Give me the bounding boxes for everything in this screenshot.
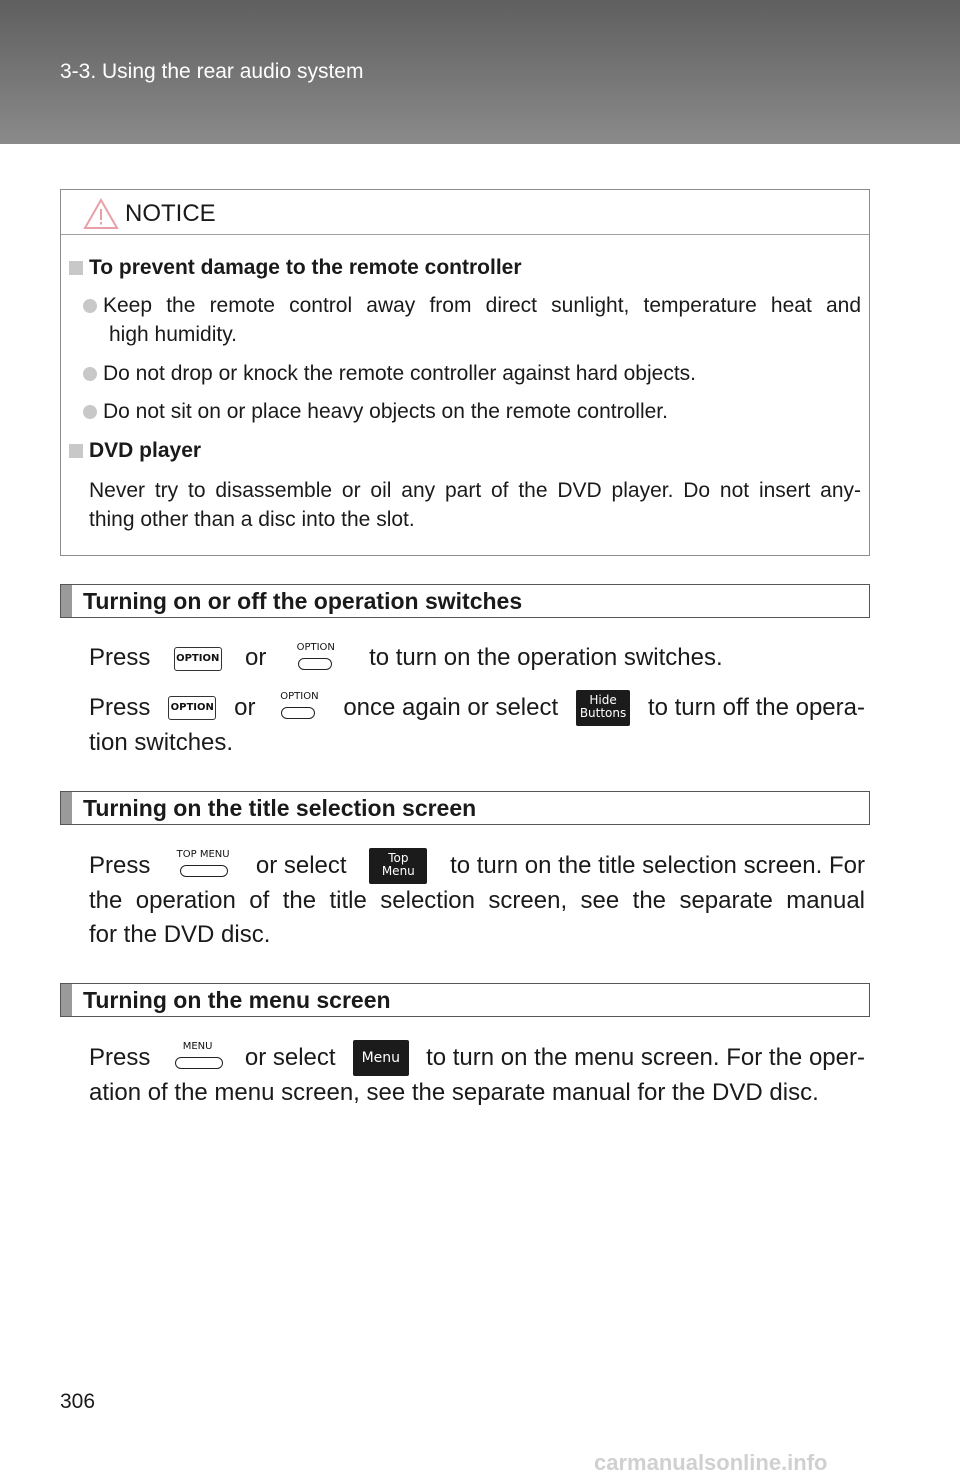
top-menu-remote-button-icon <box>173 849 233 883</box>
section-title: Turning on the title selection screen <box>83 795 477 821</box>
text-mid: or select <box>255 852 347 879</box>
title-selection-text <box>89 848 865 952</box>
square-bullet-icon <box>69 444 83 458</box>
square-bullet-icon <box>69 261 83 275</box>
option-remote-button-icon <box>273 691 325 725</box>
section-heading-operation-switches <box>60 584 870 618</box>
remote-button-label: MENU <box>182 1041 213 1052</box>
text-mid: once again or select <box>343 694 559 721</box>
notice-subheading-dvd <box>69 436 201 465</box>
section-title: Turning on the menu screen <box>83 987 391 1013</box>
para-line: ation of the menu screen, see the separate manual for the DVD disc. <box>89 1079 819 1106</box>
notice-bullet-3 <box>83 397 668 426</box>
option-remote-button-icon <box>290 642 342 676</box>
menu-screen-text <box>89 1040 865 1110</box>
notice-box <box>60 189 870 556</box>
text-press: Press <box>89 644 151 671</box>
remote-button-label: OPTION <box>280 691 319 702</box>
text-rest: to turn on the menu screen. For the oper- <box>426 1044 865 1071</box>
section-heading-title-selection <box>60 791 870 825</box>
header-section-title: 3-3. Using the rear audio system <box>60 60 364 83</box>
option-button-icon: OPTION <box>168 696 216 720</box>
para-line: tion switches. <box>89 729 234 756</box>
page-header <box>0 0 960 144</box>
para-line <box>89 641 865 677</box>
notice-bullet-1 <box>83 291 861 320</box>
menu-screen-button: Menu <box>353 1040 409 1076</box>
screen-button-line: Top <box>388 851 409 865</box>
section-heading-menu-screen <box>60 983 870 1017</box>
notice-subheading-text: To prevent damage to the remote controller <box>89 256 522 279</box>
remote-button-label: TOP MENU <box>176 849 230 860</box>
text-mid: or select <box>244 1044 336 1071</box>
notice-bullet-2 <box>83 359 696 388</box>
page-number: 306 <box>60 1390 96 1413</box>
notice-bullet-text: Do not sit on or place heavy objects on the remote controller. <box>103 400 668 423</box>
text-rest: to turn on the operation switches. <box>369 644 723 671</box>
remote-button-shape <box>281 707 315 719</box>
text-rest: to turn off the opera- <box>647 694 865 721</box>
para-line <box>89 1040 865 1076</box>
notice-dvd-text-2: thing other than a disc into the slot. <box>89 508 415 531</box>
para-line <box>89 690 865 726</box>
notice-bullet-text: Keep the remote control away from direct sunlight, temperature heat and <box>103 294 861 317</box>
hide-buttons-screen-button <box>576 690 630 726</box>
circle-bullet-icon <box>83 405 97 419</box>
remote-button-shape <box>180 865 228 877</box>
screen-button-line: Buttons <box>579 706 627 720</box>
notice-subheading-remote <box>69 253 522 282</box>
remote-button-shape <box>298 658 332 670</box>
top-menu-screen-button <box>369 848 427 884</box>
screen-button-line: Hide <box>589 693 617 707</box>
option-button-icon: OPTION <box>174 647 222 671</box>
text-or: or <box>234 694 256 721</box>
menu-remote-button-icon <box>168 1041 228 1075</box>
text-press: Press <box>89 1044 151 1071</box>
notice-bullet-1-cont: high humidity. <box>109 323 238 346</box>
screen-button-line: Menu <box>381 864 415 878</box>
remote-button-shape <box>175 1057 223 1069</box>
text-rest: to turn on the title selection screen. For <box>450 852 865 879</box>
section-title: Turning on or off the operation switches <box>83 588 523 614</box>
para-line <box>89 848 865 884</box>
warning-triangle-icon <box>83 198 119 230</box>
para-line: for the DVD disc. <box>89 921 271 948</box>
notice-bullet-text: Do not drop or knock the remote controller against hard objects. <box>103 362 696 385</box>
remote-button-label: OPTION <box>296 641 335 653</box>
notice-header <box>61 190 869 235</box>
circle-bullet-icon <box>83 299 97 313</box>
text-press: Press <box>89 852 151 879</box>
notice-title: NOTICE <box>125 200 216 227</box>
operation-switches-text <box>89 641 865 760</box>
notice-subheading-text: DVD player <box>89 439 202 462</box>
watermark: carmanualsonline.info <box>594 1450 828 1475</box>
notice-dvd-text-1: Never try to disassemble or oil any part of the DVD player. Do not insert any- <box>89 479 861 502</box>
para-line: the operation of the title selection screen, see the separate manual <box>89 887 865 914</box>
circle-bullet-icon <box>83 367 97 381</box>
text-or: or <box>245 644 267 671</box>
text-press: Press <box>89 694 151 721</box>
